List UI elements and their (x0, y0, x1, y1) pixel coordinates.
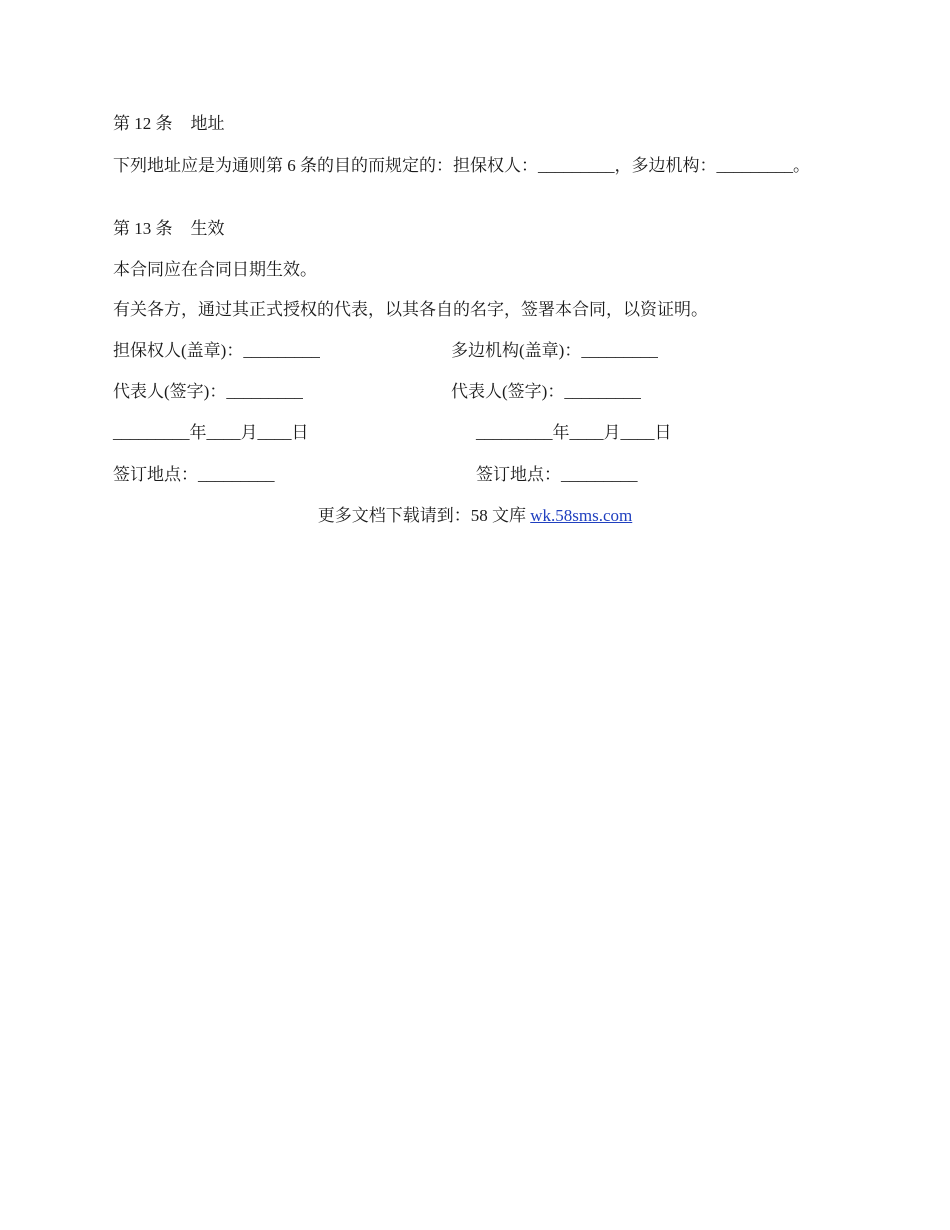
witness-clause: 有关各方，通过其正式授权的代表，以其各自的名字，签署本合同，以资证明。 (113, 300, 708, 319)
agency-date-line: _________年____月____日 (476, 423, 672, 442)
footer-text: 更多文档下载请到：58 文库 (317, 506, 531, 525)
article-13-body: 本合同应在合同日期生效。 (113, 260, 317, 279)
article-12-number: 第 12 条 (113, 114, 173, 133)
article-12-title: 地址 (190, 114, 225, 133)
agency-rep-line: 代表人(签字)：_________ (451, 382, 641, 401)
article-13-title: 生效 (190, 219, 225, 238)
article-13-heading (113, 218, 225, 240)
article-12-heading (113, 113, 225, 135)
footer-link[interactable]: wk.58sms.com (530, 506, 633, 525)
guarantor-seal-line: 担保权人(盖章)：_________ (113, 341, 320, 360)
agency-seal-line: 多边机构(盖章)：_________ (451, 341, 658, 360)
article-12-body: 下列地址应是为通则第 6 条的目的而规定的：担保权人：_________，多边机构：_________。 (113, 156, 810, 175)
article-13-number: 第 13 条 (113, 219, 173, 238)
guarantor-date-line: _________年____月____日 (113, 423, 309, 442)
download-footer (0, 505, 950, 527)
agency-place-line: 签订地点：_________ (476, 465, 638, 484)
guarantor-place-line: 签订地点：_________ (113, 465, 275, 484)
guarantor-rep-line: 代表人(签字)：_________ (113, 382, 303, 401)
